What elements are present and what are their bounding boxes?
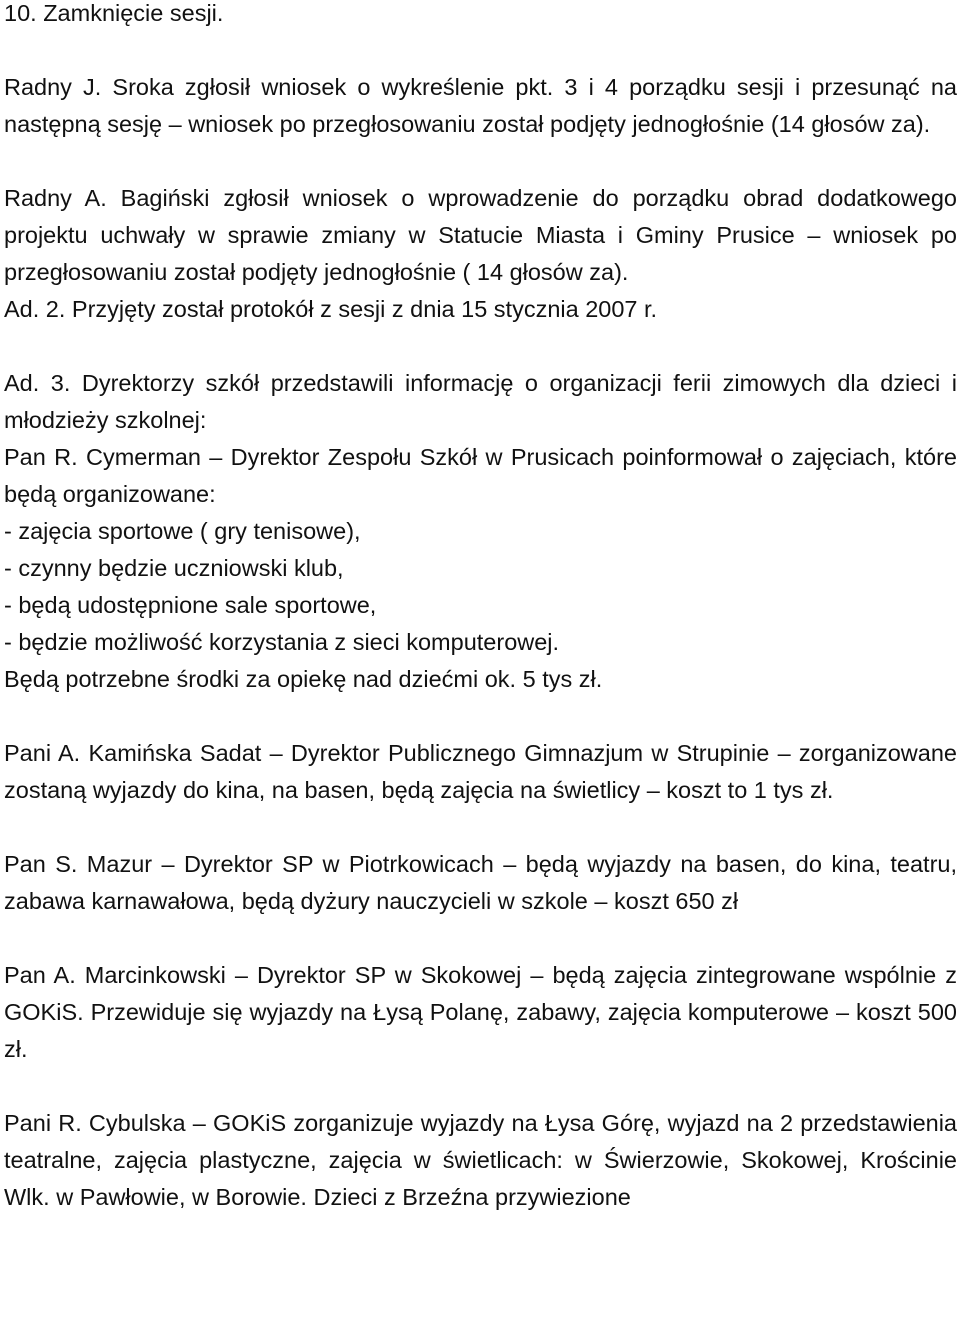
report-kaminska-sadat: Pani A. Kamińska Sadat – Dyrektor Publicznego Gimnazjum w Strupinie – zorganizowane zostaną wyjazdy do kina, na basen, będą zajęcia na świetlicy – koszt to 1 tys zł. <box>4 740 957 803</box>
agenda-item-3: Ad. 3. Dyrektorzy szkół przedstawili informację o organizacji ferii zimowych dla dzieci i młodzieży szkolnej: <box>4 370 957 433</box>
funding-note: Będą potrzebne środki za opiekę nad dziećmi ok. 5 tys zł. <box>4 666 603 692</box>
report-cybulska: Pani R. Cybulska – GOKiS zorganizuje wyjazdy na Łysa Górę, wyjazd na 2 przedstawienia teatralne, zajęcia plastyczne, zajęcia w świetlicach: w Świerzowie, Skokowej, Krościnie Wlk. w Pawłowie, w Borowie. Dzieci z Brzeźna przywiezione <box>4 1110 957 1210</box>
list-item: - czynny będzie uczniowski klub, <box>4 555 344 581</box>
section-heading: 10. Zamknięcie sesji. <box>4 0 224 26</box>
agenda-item-2: Ad. 2. Przyjęty został protokół z sesji z dnia 15 stycznia 2007 r. <box>4 296 658 322</box>
motion-paragraph-baginski: Radny A. Bagiński zgłosił wniosek o wprowadzenie do porządku obrad dodatkowego projektu uchwały w sprawie zmiany w Statucie Miasta i Gminy Prusice – wniosek po przegłosowaniu został podjęty jednogłośnie ( 14 głosów za). <box>4 185 957 285</box>
document-page <box>4 0 957 1216</box>
list-item: - będzie możliwość korzystania z sieci komputerowej. <box>4 629 560 655</box>
report-mazur: Pan S. Mazur – Dyrektor SP w Piotrkowicach – będą wyjazdy na basen, do kina, teatru, zabawa karnawałowa, będą dyżury nauczycieli w szkole – koszt 650 zł <box>4 851 957 914</box>
list-item: - zajęcia sportowe ( gry tenisowe), <box>4 518 361 544</box>
motion-paragraph-sroka: Radny J. Sroka zgłosił wniosek o wykreślenie pkt. 3 i 4 porządku sesji i przesunąć na następną sesję – wniosek po przegłosowaniu został podjęty jednogłośnie (14 głosów za). <box>4 74 957 137</box>
report-cymerman: Pan R. Cymerman – Dyrektor Zespołu Szkół w Prusicach poinformował o zajęciach, które będą organizowane: <box>4 444 957 507</box>
list-item: - będą udostępnione sale sportowe, <box>4 592 377 618</box>
report-marcinkowski: Pan A. Marcinkowski – Dyrektor SP w Skokowej – będą zajęcia zintegrowane wspólnie z GOKiS. Przewiduje się wyjazdy na Łysą Polanę, zabawy, zajęcia komputerowe – koszt 500 zł. <box>4 962 957 1062</box>
